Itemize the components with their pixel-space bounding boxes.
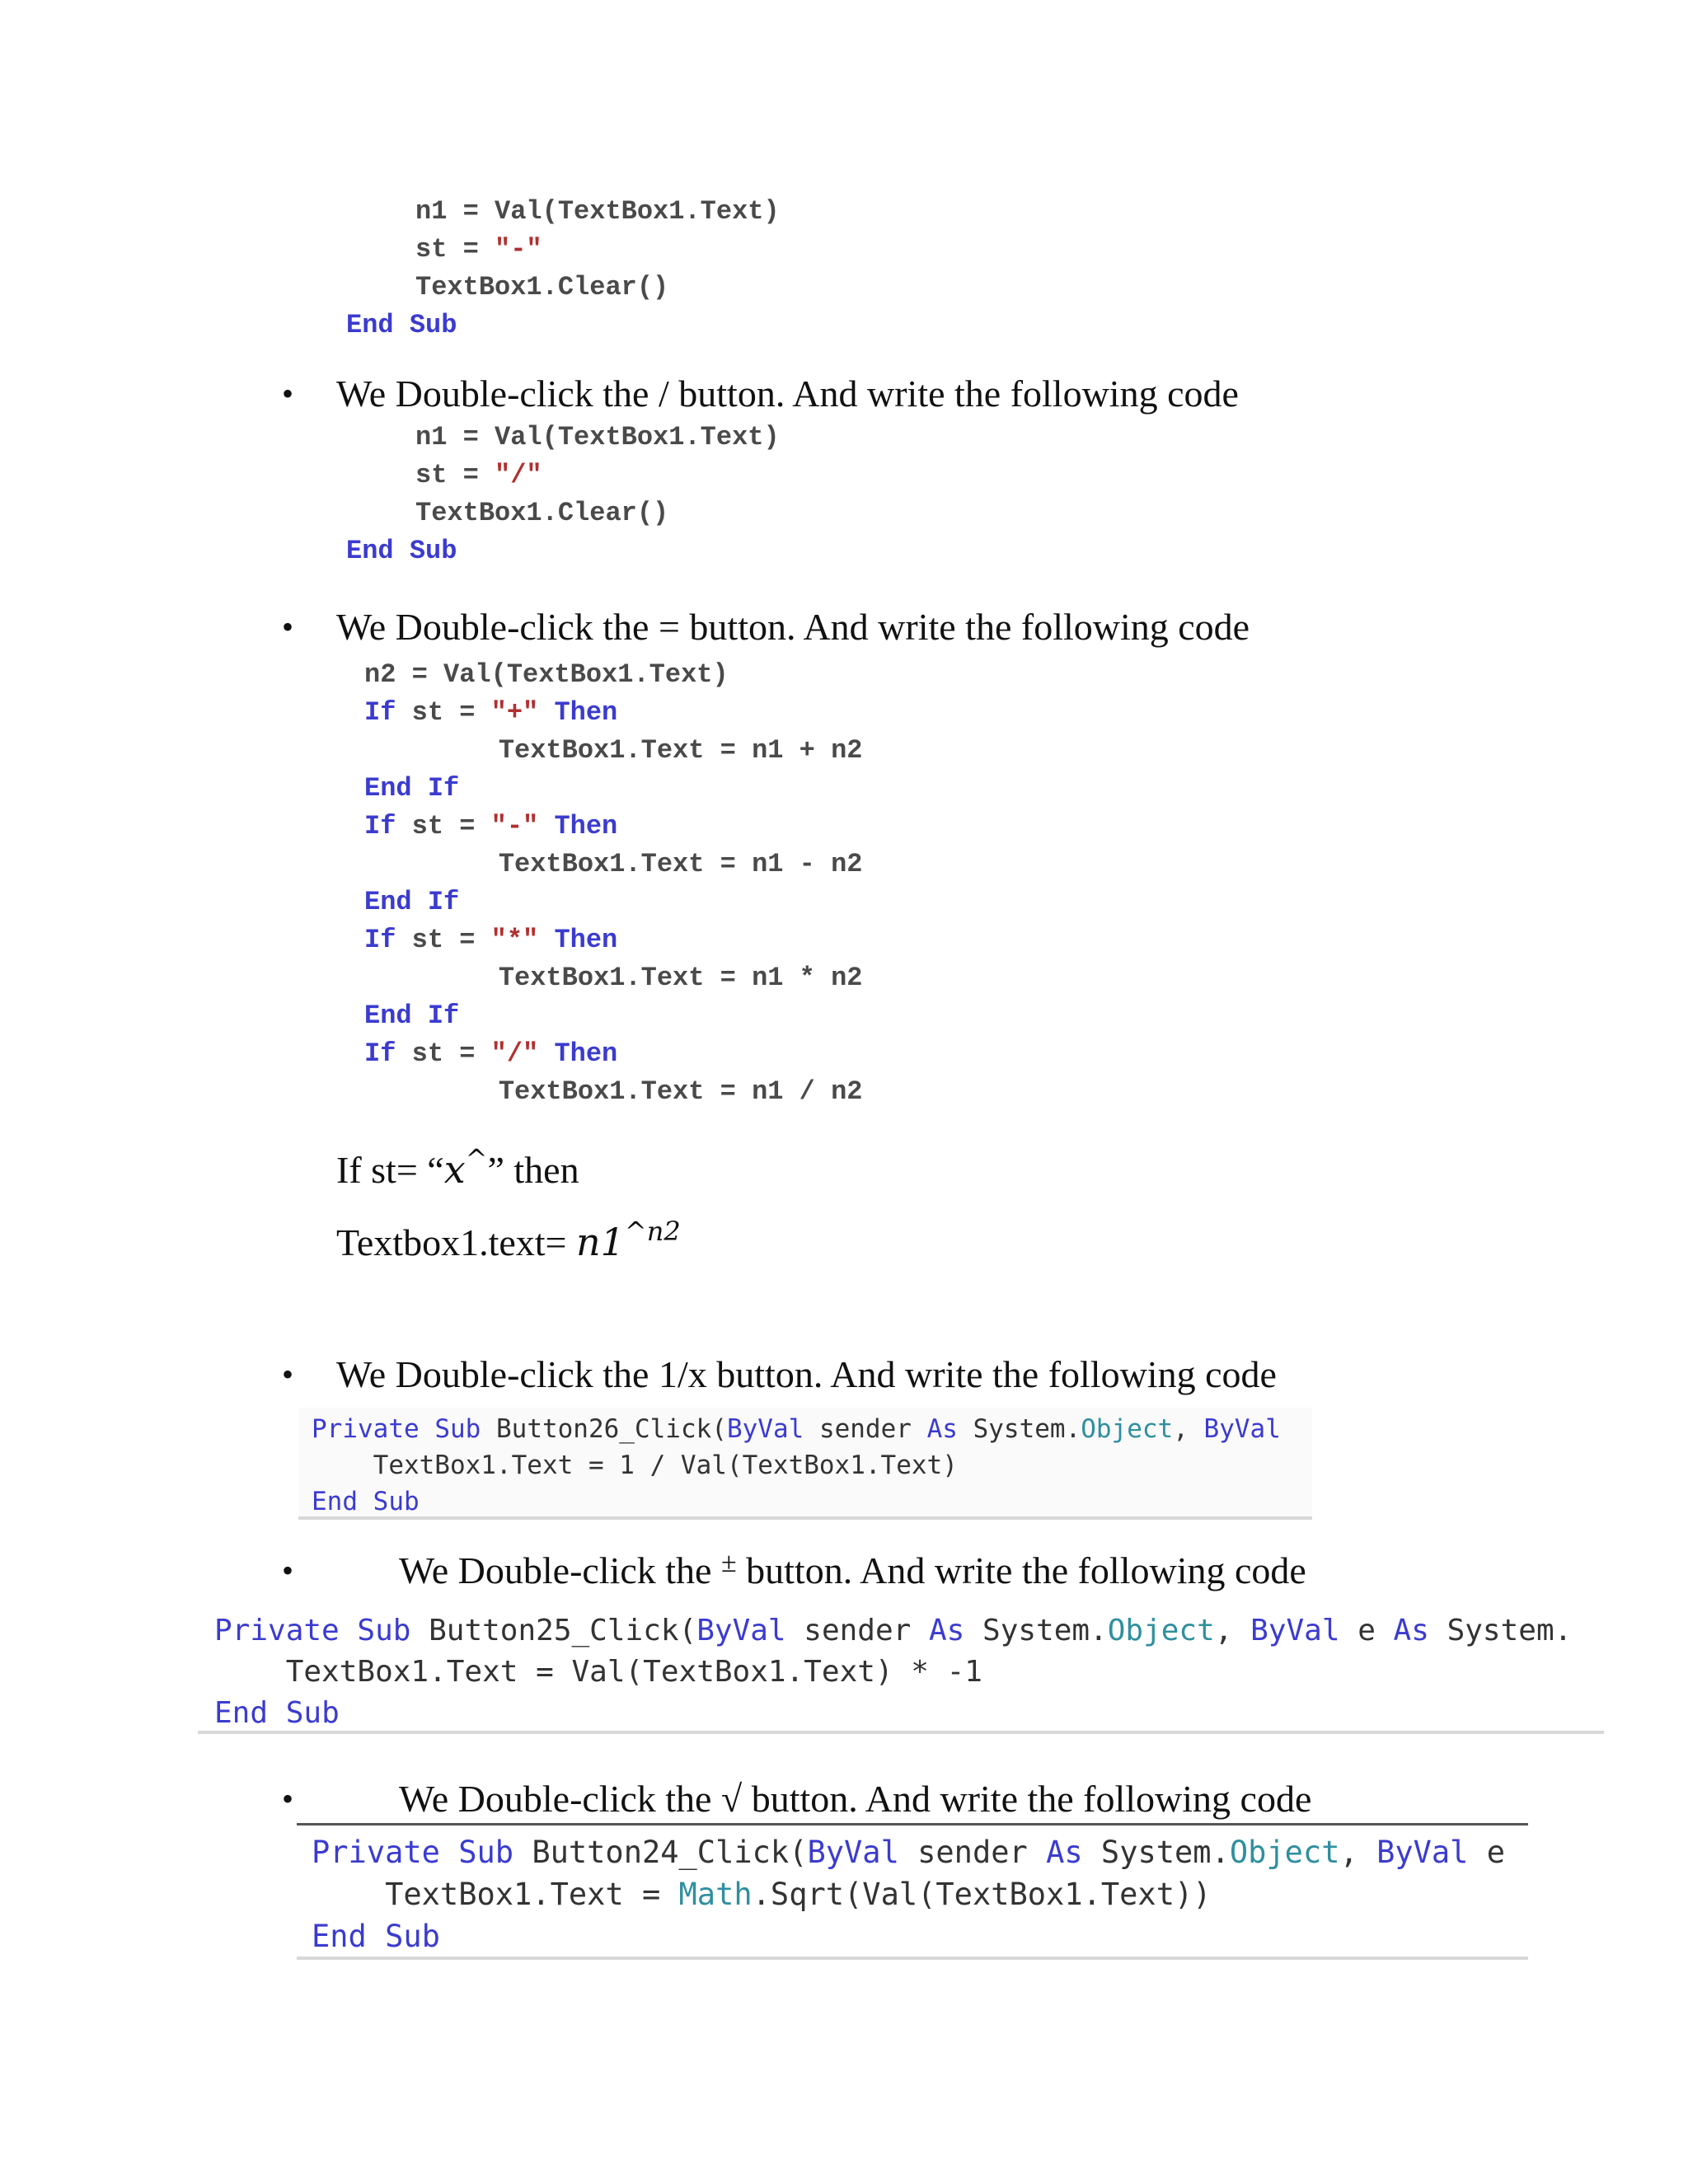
code-token: Sub [434, 1414, 481, 1444]
code-token: End [346, 310, 394, 340]
code-line [364, 697, 617, 728]
code-token: st = [415, 460, 495, 490]
code-token: Then [554, 925, 618, 955]
code-screenshot-sign [201, 1607, 1602, 1731]
code-token: As [928, 1614, 965, 1647]
code-token: st = [396, 1038, 491, 1069]
code-token [420, 1414, 435, 1444]
bullet-divide-text: We Double-click the / button. And write the following code [336, 373, 1239, 415]
code-token: End [214, 1696, 269, 1730]
power-assign-base: n1 [576, 1220, 625, 1264]
code-screenshot-divider [198, 1731, 1604, 1734]
code-line [364, 887, 459, 917]
code-screenshot-sqrt [298, 1828, 1526, 1957]
code-token: sender [898, 1835, 1047, 1870]
code-line [435, 735, 862, 766]
bullet-marker: • [282, 375, 294, 412]
code-token: , [1339, 1835, 1377, 1870]
code-token [538, 1038, 554, 1069]
code-token [412, 1001, 428, 1031]
code-token: End [346, 536, 394, 566]
code-token [340, 1614, 358, 1647]
code-line [435, 963, 862, 993]
code-token: ByVal [1376, 1835, 1469, 1870]
code-block-divide [346, 422, 841, 579]
code-token: System. [957, 1414, 1081, 1444]
code-line [312, 1877, 1212, 1912]
code-token: ByVal [696, 1614, 786, 1647]
code-token: Button25_Click( [410, 1614, 697, 1647]
code-token [367, 1919, 385, 1954]
code-line [364, 773, 459, 804]
code-block-equals [364, 659, 875, 1121]
code-token: Private [312, 1835, 440, 1870]
code-line [435, 849, 862, 879]
code-token [394, 310, 410, 340]
power-if-suffix: ” then [487, 1149, 579, 1191]
code-token: ByVal [1250, 1614, 1340, 1647]
code-line [346, 536, 457, 566]
code-token: TextBox1.Text = n1 * n2 [435, 963, 863, 993]
code-token: Object [1081, 1414, 1174, 1444]
code-token [268, 1696, 286, 1730]
code-token: Object [1107, 1614, 1215, 1647]
code-line [415, 196, 780, 227]
code-token: Button24_Click( [513, 1835, 808, 1870]
code-token: If [427, 773, 460, 804]
code-token: ByVal [726, 1414, 804, 1444]
code-token [412, 887, 428, 917]
code-token: TextBox1.Text = n1 - n2 [435, 849, 863, 879]
bullet-marker: • [282, 608, 294, 645]
bullet-sign-before: We Double-click the [399, 1549, 721, 1591]
code-token: TextBox1.Text = 1 / Val(TextBox1.Text) [312, 1451, 958, 1480]
code-token: st = [396, 925, 491, 955]
code-token: Private [214, 1614, 340, 1647]
code-token [538, 811, 554, 841]
code-token [394, 536, 410, 566]
code-token: TextBox1.Text = n1 + n2 [435, 735, 863, 766]
code-token: Button26_Click( [481, 1414, 727, 1444]
code-token: Then [554, 811, 618, 841]
code-token: If [364, 925, 396, 955]
code-token: If [364, 1038, 396, 1069]
code-token: "/" [490, 1038, 539, 1069]
code-token: As [1046, 1835, 1083, 1870]
code-token: sender [785, 1614, 929, 1647]
code-token: "/" [495, 460, 542, 490]
code-token: e [1468, 1835, 1506, 1870]
code-token: TextBox1.Text = Val(TextBox1.Text) * -1 [214, 1655, 982, 1689]
code-line [346, 310, 457, 340]
code-line [415, 422, 780, 452]
code-token: System. [1428, 1614, 1573, 1647]
code-token: Sub [409, 536, 457, 566]
code-token: If [427, 887, 460, 917]
code-token: st = [415, 234, 495, 265]
bullet-marker: • [282, 1552, 294, 1589]
code-line [214, 1614, 1572, 1647]
code-token: n2 = Val(TextBox1.Text) [364, 659, 729, 690]
code-line [415, 498, 668, 528]
code-line [312, 1919, 440, 1954]
power-assign-line [336, 1208, 681, 1266]
code-token: Object [1229, 1835, 1340, 1870]
code-token: Private [312, 1414, 420, 1444]
code-token: st = [396, 811, 491, 841]
code-token: End [312, 1487, 358, 1516]
code-token: Then [554, 1038, 618, 1069]
code-token: , [1173, 1414, 1204, 1444]
code-token: As [926, 1414, 958, 1444]
code-token: Sub [409, 310, 457, 340]
bullet-equals-text: We Double-click the = button. And write the following code [336, 606, 1250, 648]
code-token: End [364, 1001, 412, 1031]
code-token: TextBox1.Text = n1 / n2 [435, 1076, 863, 1107]
code-token [412, 773, 428, 804]
code-token: .Sqrt(Val(TextBox1.Text)) [752, 1877, 1212, 1912]
code-line [312, 1414, 1281, 1444]
code-token: Sub [285, 1696, 340, 1730]
plus-minus-icon: ± [720, 1548, 737, 1578]
code-screenshot-divider [298, 1516, 1312, 1520]
code-token: Sub [357, 1614, 411, 1647]
code-token: "+" [490, 697, 539, 728]
bullet-sqrt-text: We Double-click the √ button. And write the following code [399, 1778, 1312, 1820]
code-token: "-" [490, 811, 539, 841]
power-if-line [336, 1136, 579, 1193]
code-screenshot-reciprocal [298, 1408, 1312, 1516]
code-token: End [312, 1919, 367, 1954]
power-assign-prefix: Textbox1.text= [336, 1221, 577, 1263]
code-token: End [364, 773, 412, 804]
code-token: n1 = Val(TextBox1.Text) [415, 422, 780, 452]
code-block-minus [346, 196, 841, 353]
code-line [364, 659, 729, 690]
code-line [364, 811, 617, 841]
code-token: If [364, 811, 396, 841]
code-token: st = [396, 697, 491, 728]
power-if-prefix: If st= “ [336, 1149, 444, 1191]
code-token: If [427, 1001, 460, 1031]
code-token: System. [1082, 1835, 1230, 1870]
code-line [312, 1487, 420, 1516]
code-token [538, 697, 554, 728]
code-token: "*" [490, 925, 539, 955]
bullet-marker: • [282, 1780, 294, 1817]
code-line [415, 234, 542, 265]
code-line [312, 1451, 958, 1480]
code-token: Sub [373, 1487, 420, 1516]
bullet-sign-after: button. And write the following code [736, 1549, 1306, 1591]
code-screenshot-divider [297, 1957, 1528, 1960]
power-if-caret: ^ [465, 1143, 488, 1174]
code-token: Math [678, 1877, 753, 1912]
code-token: End [364, 887, 412, 917]
code-line [214, 1655, 982, 1689]
code-token: n1 = Val(TextBox1.Text) [415, 196, 780, 227]
code-token: e [1339, 1614, 1394, 1647]
code-token [538, 925, 554, 955]
code-token: TextBox1.Text = [312, 1877, 679, 1912]
code-token: As [1393, 1614, 1429, 1647]
code-line [364, 1038, 617, 1069]
code-token: Then [554, 697, 618, 728]
code-line [364, 1001, 459, 1031]
code-token [358, 1487, 373, 1516]
code-token: sender [804, 1414, 927, 1444]
code-screenshot-topline [297, 1823, 1528, 1825]
code-token: TextBox1.Clear() [415, 272, 669, 302]
code-line [214, 1696, 340, 1730]
code-token: If [364, 697, 396, 728]
code-line [435, 1076, 862, 1107]
code-token: TextBox1.Clear() [415, 498, 669, 528]
bullet-sign-text [399, 1548, 1306, 1594]
power-if-var: x [443, 1147, 466, 1192]
code-line [312, 1835, 1505, 1870]
code-token: Sub [385, 1919, 440, 1954]
code-token [440, 1835, 458, 1870]
code-token: "-" [495, 234, 542, 265]
code-line [415, 272, 668, 302]
code-line [364, 925, 617, 955]
code-token: Sub [458, 1835, 514, 1870]
code-token: ByVal [1203, 1414, 1281, 1444]
code-token: ByVal [807, 1835, 899, 1870]
code-token: , [1214, 1614, 1251, 1647]
bullet-marker: • [282, 1356, 294, 1393]
code-line [415, 460, 542, 490]
bullet-reciprocal-text: We Double-click the 1/x button. And write the following code [336, 1353, 1277, 1395]
power-assign-exponent: ^n2 [624, 1216, 681, 1247]
code-token: System. [964, 1614, 1108, 1647]
